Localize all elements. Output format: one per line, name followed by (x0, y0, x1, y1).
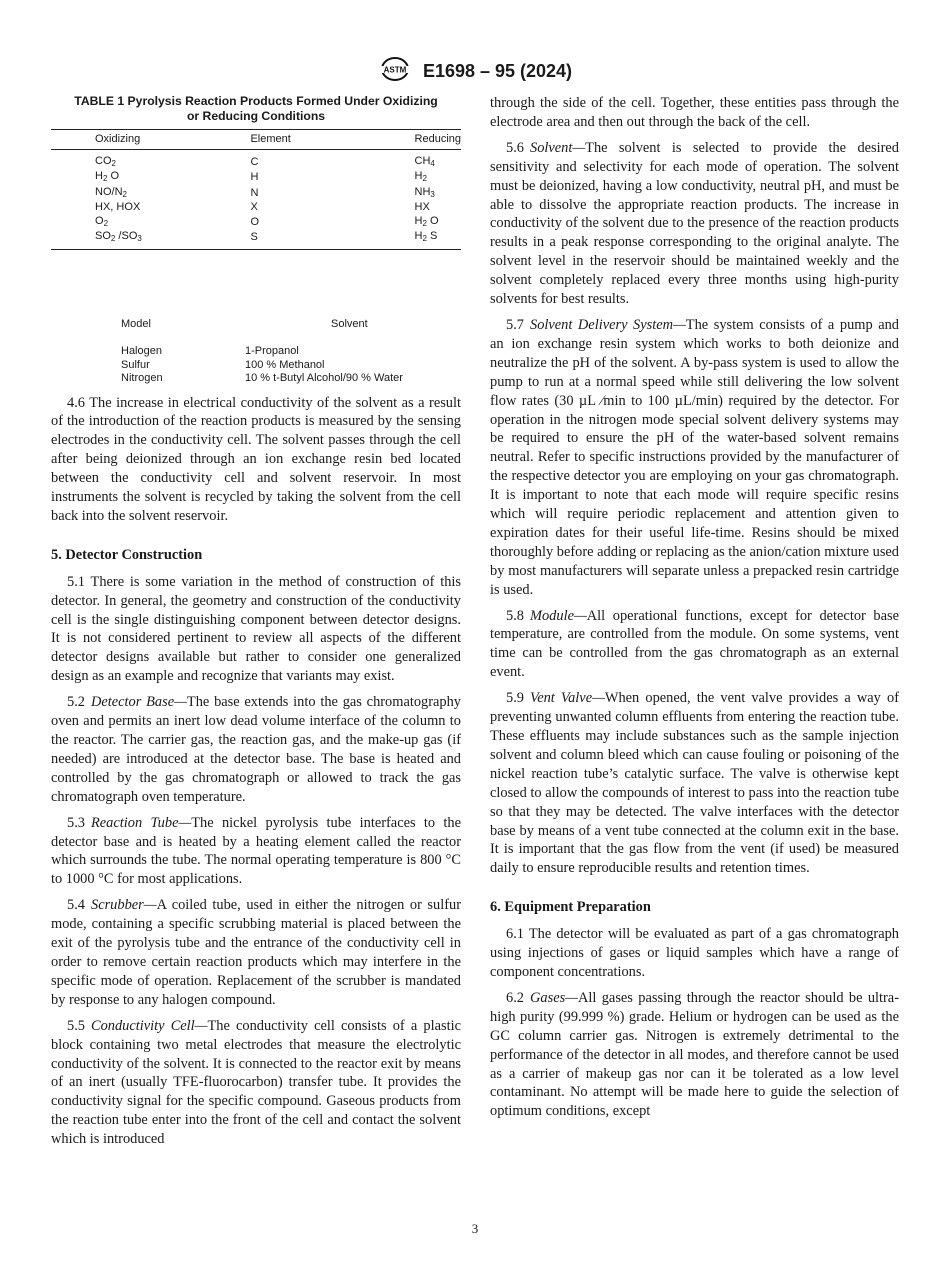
para-body: The system consists of a pump and an ion exchange resin system which works to both deionize and neutralize the pH of the solvent. A by-pass system is used to allow the pump to run at a normal speed while still delivering the low solvent flow rates (30 µL ⁄min to 100 µL/min) required by the detector. For operation in the nitrogen mode special solvent delivery systems may be required to ensure the pH of the water-based solvent remains neutral. Refer to specific instructions provided by the manufacturer of the respective detector you are employing on your gas chromatograph. It is important to note that each mode will require specific resins which will require periodic replacement and attention given to expiration dates for their useful life-time. Resins should be mixed thoroughly before adding or replacing as the anion/cation mixture used by most manufacturers will separate unless a prepacked resin cartridge is used. (490, 316, 899, 598)
table-row (51, 170, 461, 186)
table-row (51, 186, 461, 202)
para-number: 5.5 (67, 1017, 85, 1034)
para-title: Vent Valve— (530, 690, 605, 707)
table-cell: Sulfur (121, 358, 150, 371)
para-body: When opened, the vent valve provides a way of preventing unwanted column effluents from entering the reaction tube. These effluents may include substances such as the sample injection solvent and column bleed which can cause fouling or poisoning of the nickel reaction tube’s catalytic surface. The valve is otherwise kept closed to allow the compounds of interest to pass into the reaction tube so that they may be detected. The valve interfaces with the detector base by means of a vent tube connected at the column exit in the base. It is important that the gas flow from the vent (if used) be measured daily to ensure reproducible results and retention times. (490, 690, 899, 877)
table-cell: $NO/N_2$ (95, 185, 127, 199)
paragraph-5-2 (51, 693, 461, 806)
left-column (51, 94, 461, 1156)
table-cell: HX, HOX (95, 201, 141, 213)
paragraph-6-1: 6.1 The detector will be evaluated as part of a gas chromatograph using injections of gases or liquid samples which have a range of component concentrations. (490, 926, 899, 980)
table-cell: H (250, 171, 259, 183)
table-header-cell: Reducing (415, 130, 461, 150)
paragraph-5-5 (51, 1017, 461, 1149)
para-title: Detector Base— (91, 694, 187, 711)
table-cell: Nitrogen (121, 372, 163, 384)
para-body: The solvent is selected to provide the desired sensitivity and selectivity for each mode of operation. The solvent must be deionized, having a low conductivity, neutral pH, and must be able to dissolve the appropriate reaction products. The increase in conductivity of the solvent due to the presence of the reaction products results in a peak response corresponding to the original analyte. The solvent level in the reservoir should be maintained weekly and the solvent completely replaced every three months using high-purity solvents for best results. (490, 139, 899, 308)
para-number: 5.9 (506, 690, 524, 707)
table-cell: X (250, 201, 258, 213)
section-heading-6: 6. Equipment Preparation (490, 899, 651, 916)
table-header-cell: Element (214, 130, 414, 150)
paragraph-5-4 (51, 896, 461, 1009)
para-number: 5.3 (67, 814, 85, 831)
table-cell: HX (414, 201, 430, 213)
paragraph-5-7 (490, 316, 899, 600)
table-cell: $NH_3$ (414, 185, 435, 199)
table-row (51, 230, 461, 249)
paragraph-4-6: 4.6 The increase in electrical conductivity of the solvent as a result of the introduction of the reaction products is measured by the sensing electrodes in the conductivity cell. The solvent passes through the cell after being deionized through an ion exchange resin bed located between the conductivity cell and solvent reservoir. In most instruments the solvent is recycled by taking the solvent from the cell back into the solvent reservoir. (51, 394, 461, 524)
table-cell: O (250, 215, 259, 228)
table-header-cell: Oxidizing (51, 130, 214, 150)
document-id: E1698 – 95 (2024) (422, 61, 573, 81)
table-cell: $H_2$ (414, 170, 427, 183)
table-cell: $SO_2$ $/SO_3$ (51, 230, 214, 249)
paragraph-5-8 (490, 607, 899, 683)
table-cell: 10 % t-Butyl Alcohol/90 % Water (245, 372, 403, 384)
pyrolysis-products-table (51, 129, 461, 250)
table-row (121, 359, 403, 373)
paragraph-5-9 (490, 689, 899, 878)
para-body: The conductivity cell consists of a plastic block containing two metal electrodes that measure the electrolytic conductivity of the solvent. It is connected to the reactor exit by means of an inert (usually TFE-fluorocarbon) transfer tube. It provides the conductivity signal for the specific compound. Gaseous products from the reaction tube enter into the front of the cell and contact the solvent which is introduced (51, 1017, 461, 1148)
table-row (51, 201, 461, 215)
para-body: All gases passing through the reactor should be ultra-high purity (99.999 %) grade. Helium or hydrogen can be used as the GC column carrier gas. Nitrogen is extremely detrimental to the performance of the detector in all modes, and therefore cannot be used as a carrier of makeup gas nor can it be tolerated as a low level contaminant. No attempt will be made here to guide the selection of optimum conditions, except (490, 989, 899, 1120)
table-cell: $O_2$ (95, 214, 109, 228)
para-body: The base extends into the gas chromatography oven and permits an inert low dead volume interface of the column to the reactor. The carrier gas, the reaction gas, and the make-up gas (if needed) are introduced at the detector base. The base is heated and controlled by the gas chromatograph or allowed to track the gas chromatograph oven temperature. (51, 694, 461, 805)
table-row (51, 215, 461, 231)
para-title: Reaction Tube— (91, 814, 192, 831)
para-body: All operational functions, except for detector base temperature, are controlled from the module. On some systems, vent time can be controlled from the gas chromatograph as an external event. (490, 607, 899, 681)
table-cell: C (250, 155, 259, 168)
para-title: Gases— (530, 989, 578, 1006)
right-column (490, 94, 899, 1128)
para-title: Scrubber— (91, 897, 157, 914)
table-row (51, 149, 461, 170)
para-number: 6.2 (506, 989, 524, 1006)
table-row (121, 372, 403, 386)
para-body: A coiled tube, used in either the nitrogen or sulfur mode, containing a specific scrubbing material is placed between the exit of the pyrolysis tube and the entrance of the conductivity cell in order to remove certain reaction products which may interfere in the specific mode of operation. Replacement of the scrubber is mandated by response to any halogen compound. (51, 897, 461, 1008)
para-number: 5.6 (506, 139, 524, 156)
table-header-row (51, 130, 461, 150)
table-cell: $H_2$ O (414, 214, 439, 228)
paragraph-5-3 (51, 814, 461, 890)
paragraph-5-1: 5.1 There is some variation in the method of construction of this detector. In general, the geometry and construction of the conductivity cell is the single distinguishing component between detector designs. It is not considered pertinent to review all aspects of the different detector designs available but rather to consider one generalized design as an example and recognize that variants may exist. (51, 573, 461, 685)
para-title: Module— (530, 607, 587, 624)
table-cell: Halogen (121, 345, 162, 357)
para-number: 5.2 (67, 694, 85, 711)
para-number: 5.4 (67, 897, 85, 914)
document-header (0, 56, 950, 87)
astm-logo-icon (378, 56, 412, 82)
table1-caption-line1: TABLE 1 Pyrolysis Reaction Products Formed Under Oxidizing (74, 94, 438, 108)
table-cell: $H_2$ O (95, 170, 120, 183)
page-number: 3 (471, 1221, 479, 1236)
table-cell: $H_2$ S (415, 230, 461, 249)
paragraph-5-5-continued: through the side of the cell. Together, these entities pass through the electrode area and then out through the back of the cell. (490, 95, 899, 130)
paragraph-6-2 (490, 989, 899, 1121)
svg-text:ASTM: ASTM (383, 65, 407, 75)
para-body: The nickel pyrolysis tube interfaces to the detector base and is heated by a heating element called the reactor which surrounds the tube. The normal operating temperature is 800 °C to 1000 °C for most applications. (51, 814, 461, 888)
table-header-row (121, 318, 403, 346)
section-heading-5: 5. Detector Construction (51, 546, 203, 563)
table1-caption (51, 94, 461, 124)
table-cell: $CO_2$ (95, 154, 116, 168)
table-header-cell: Model (121, 317, 151, 330)
table-cell: 1-Propanol (245, 345, 299, 357)
table-cell: 100 % Methanol (245, 358, 325, 371)
table1-caption-line2: or Reducing Conditions (186, 109, 326, 123)
astm-logo (378, 56, 412, 87)
table-header-cell: Solvent (331, 317, 368, 330)
para-number: 5.8 (506, 607, 524, 624)
paragraph-5-6 (490, 139, 899, 309)
para-number: 5.7 (506, 316, 524, 333)
table-cell: S (214, 230, 414, 249)
solvent-table (121, 318, 403, 386)
para-title: Solvent Delivery System— (530, 316, 686, 333)
para-title: Conductivity Cell— (91, 1017, 208, 1034)
table-cell: N (250, 186, 259, 199)
para-title: Solvent— (530, 139, 586, 156)
table-row (121, 345, 403, 359)
table-cell: $CH_4$ (414, 154, 435, 168)
